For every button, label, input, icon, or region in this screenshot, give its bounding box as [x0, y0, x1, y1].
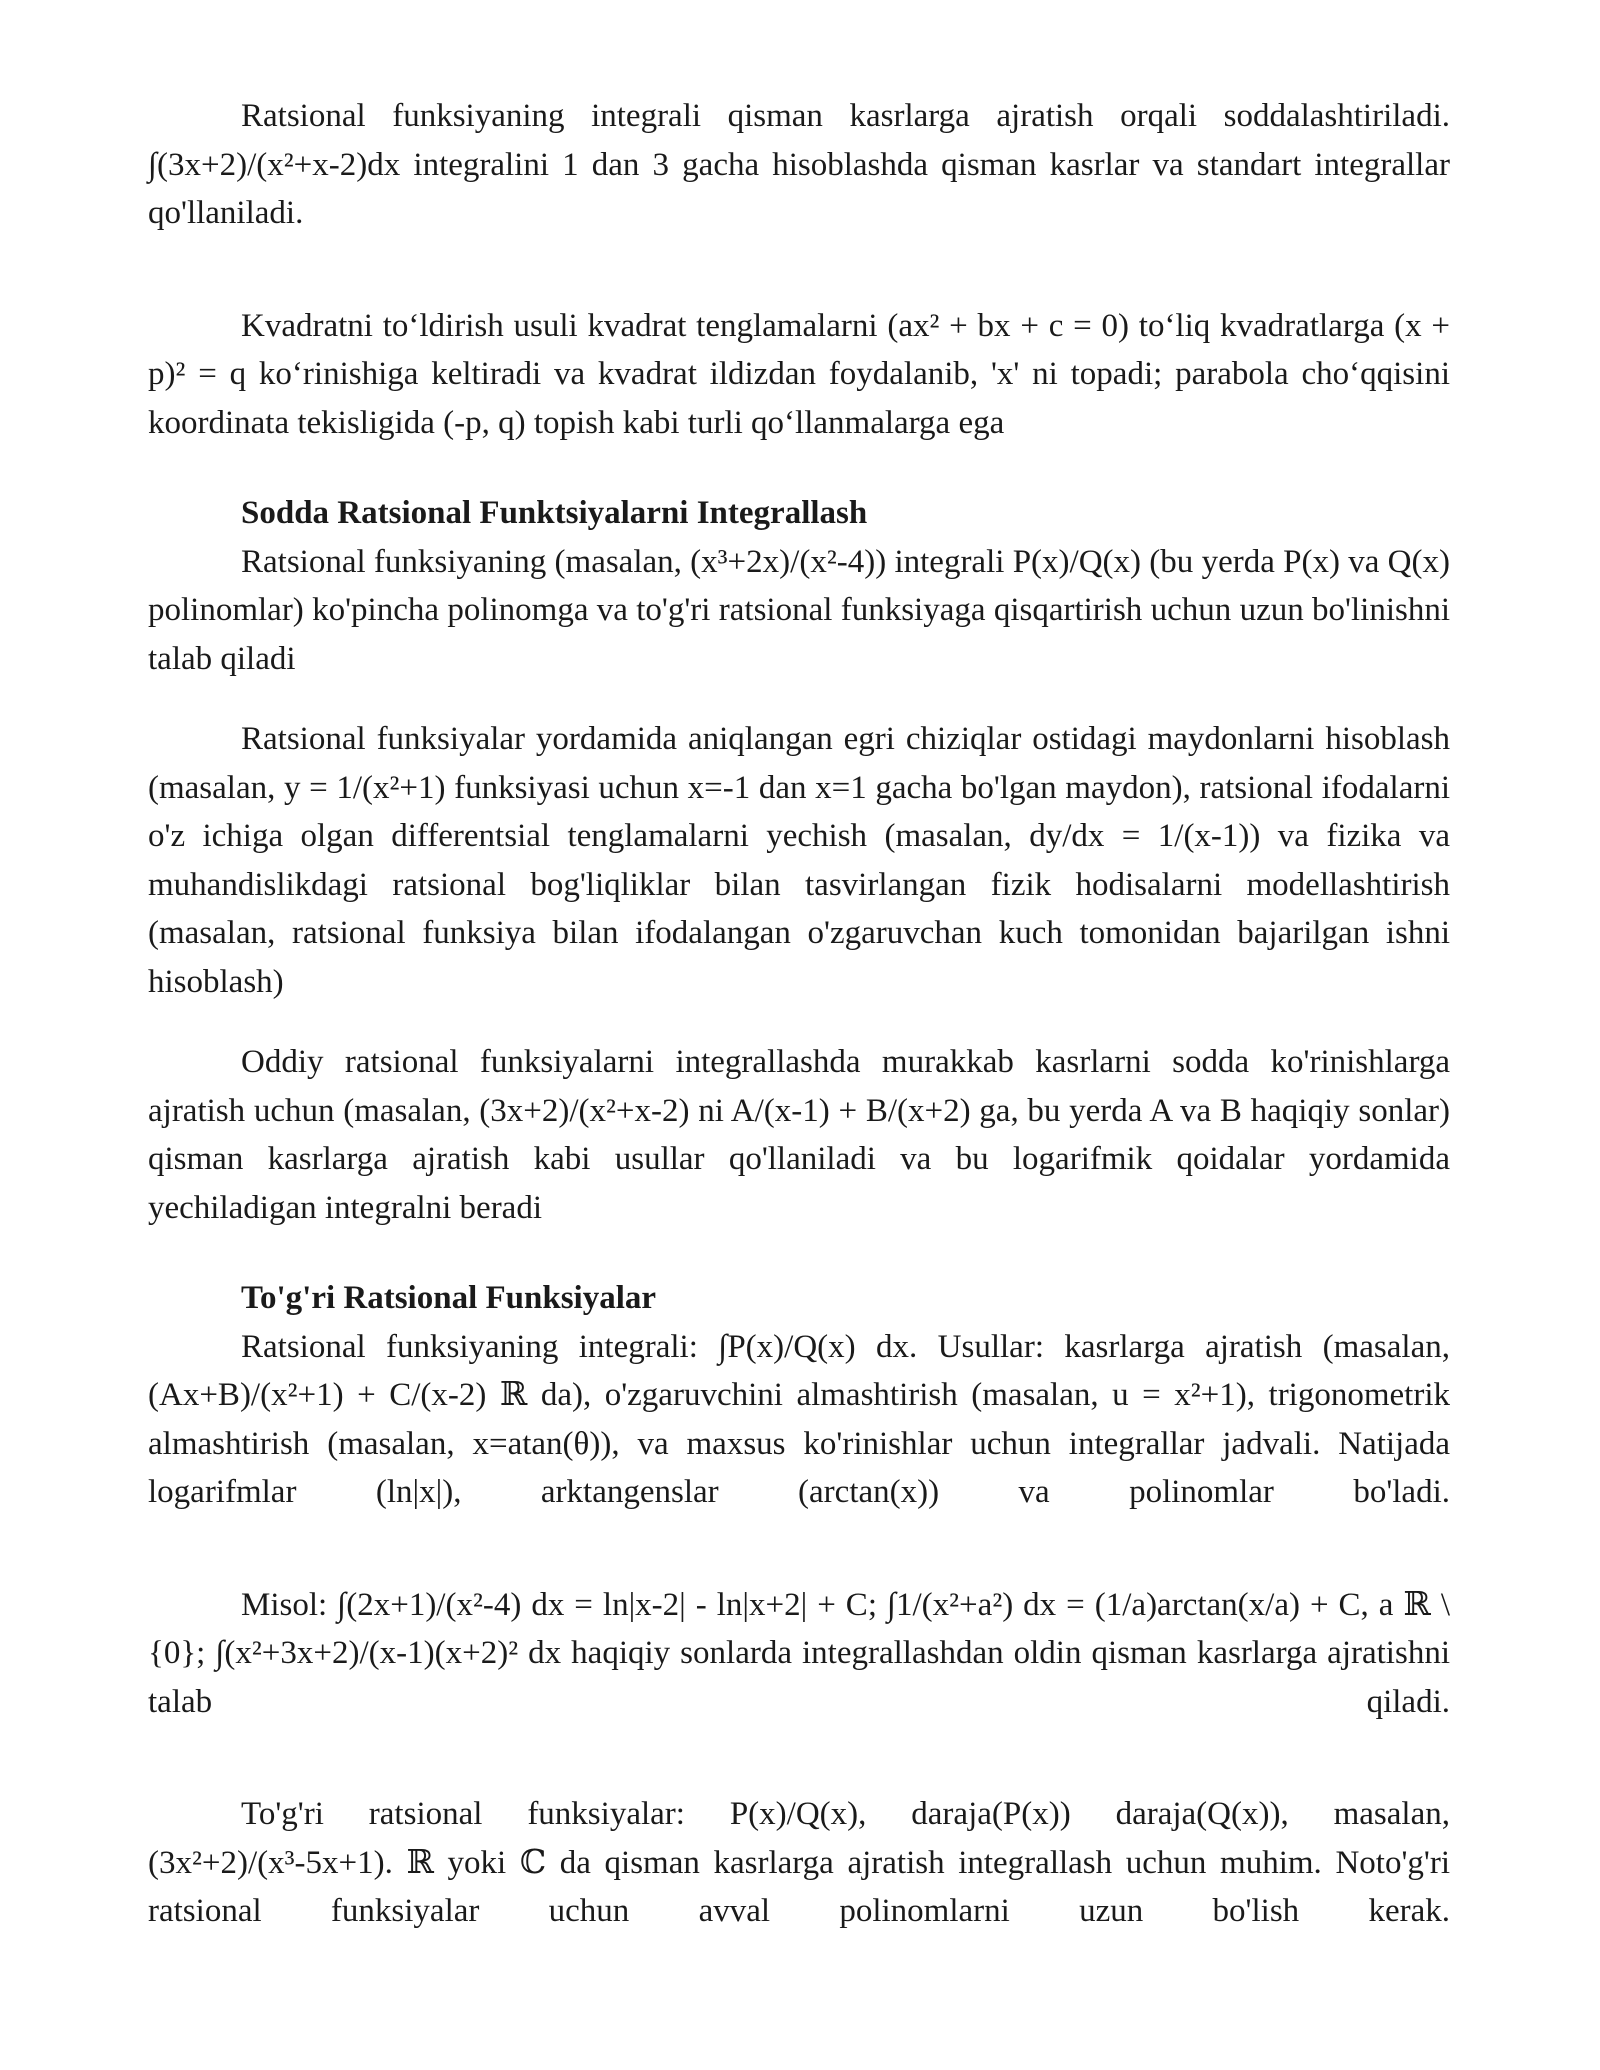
spacer [148, 447, 1450, 489]
spacer [148, 1232, 1450, 1274]
paragraph-long-division: Ratsional funksiyaning (masalan, (x³+2x)/(x²-4)) integrali P(x)/Q(x) (bu yerda P(x) va Q(x) polinomlar) ko'pincha polinomga va to'g'ri ratsional funksiyaga qisqartirish uchun uzun bo'linishni talab qiladi [148, 543, 1450, 677]
paragraph-applications: Ratsional funksiyalar yordamida aniqlangan egri chiziqlar ostidagi maydonlarni hisoblash (masalan, y = 1/(x²+1) funksiyasi uchun x=-1 dan x=1 gacha bo'lgan maydon), ratsional ifodalarni o'z ichiga olgan differentsial tenglamalarni yechish (masalan, dy/dx = 1/(x-1)) va fizika va muhandislikdagi ratsional bog'liqliklar bilan tasvirlangan fizik hodisalarni modellashtirish (masalan, ratsional funksiya bilan ifodalangan o'zgaruvchan kuch tomonidan bajarilgan ishni hisoblash) [148, 721, 1450, 1000]
spacer [148, 1006, 1450, 1038]
spacer [148, 1726, 1450, 1790]
paragraph-proper-rational-definition: To'g'ri ratsional funksiyalar: P(x)/Q(x), daraja(P(x)) daraja(Q(x)), masalan, (3x²+2)/(x³-5x+1). ℝ yoki ℂ da qisman kasrlarga ajratish integrallash uchun muhim. Noto'g'ri ratsional funksiyalar uchun avval polinomlarni uzun bo'lish kerak. [148, 1796, 1450, 1929]
paragraph-partial-fractions-intro: Ratsional funksiyaning integrali qisman kasrlarga ajratish orqali soddalashtiriladi. ∫(3x+2)/(x²+x-2)dx integralini 1 dan 3 gacha hisoblashda qisman kasrlar va standart integrallar qo'llaniladi. [148, 98, 1450, 231]
section-heading-simple-rational-integration: Sodda Ratsional Funktsiyalarni Integrallash [241, 495, 868, 531]
paragraph-examples: Misol: ∫(2x+1)/(x²-4) dx = ln|x-2| - ln|x+2| + C; ∫1/(x²+a²) dx = (1/a)arctan(x/a) + C, a ℝ \{0}; ∫(x²+3x+2)/(x-1)(x+2)² dx haqiqiy sonlarda integrallashdan oldin qisman kasrlarga ajratishni talab qiladi. [148, 1586, 1450, 1720]
spacer [148, 1517, 1450, 1581]
paragraph-simple-rational-methods: Oddiy ratsional funksiyalarni integrallashda murakkab kasrlarni sodda ko'rinishlarga ajratish uchun (masalan, (3x+2)/(x²+x-2) ni A/(x-1) + B/(x+2) ga, bu yerda A va B haqiqiy sonlar) qisman kasrlarga ajratish kabi usullar qo'llaniladi va bu logarifmik qoidalar yordamida yechiladigan integralni beradi [148, 1044, 1450, 1226]
paragraph-integration-methods: Ratsional funksiyaning integrali: ∫P(x)/Q(x) dx. Usullar: kasrlarga ajratish (masalan, (Ax+B)/(x²+1) + C/(x-2) ℝ da), o'zgaruvchini almashtirish (masalan, u = x²+1), trigonometrik almashtirish (masalan, x=atan(θ)), va maxsus ko'rinishlar uchun integrallar jadvali. Natijada logarifmlar (ln|x|), arktangenslar (arctan(x)) va polinomlar bo'ladi. [148, 1328, 1450, 1510]
spacer [148, 238, 1450, 302]
paragraph-completing-square: Kvadratni to‘ldirish usuli kvadrat tenglamalarni (ax² + bx + c = 0) to‘liq kvadratlarga (x + p)² = q ko‘rinishiga keltiradi va kvadrat ildizdan foydalanib, 'x' ni topadi; parabola cho‘qqisini koordinata tekisligida (-p, q) topish kabi turli qo‘llanmalarga ega [148, 307, 1450, 441]
document-page [148, 92, 1450, 1936]
section-heading-proper-rational-functions: To'g'ri Ratsional Funksiyalar [241, 1280, 657, 1316]
spacer [148, 683, 1450, 715]
